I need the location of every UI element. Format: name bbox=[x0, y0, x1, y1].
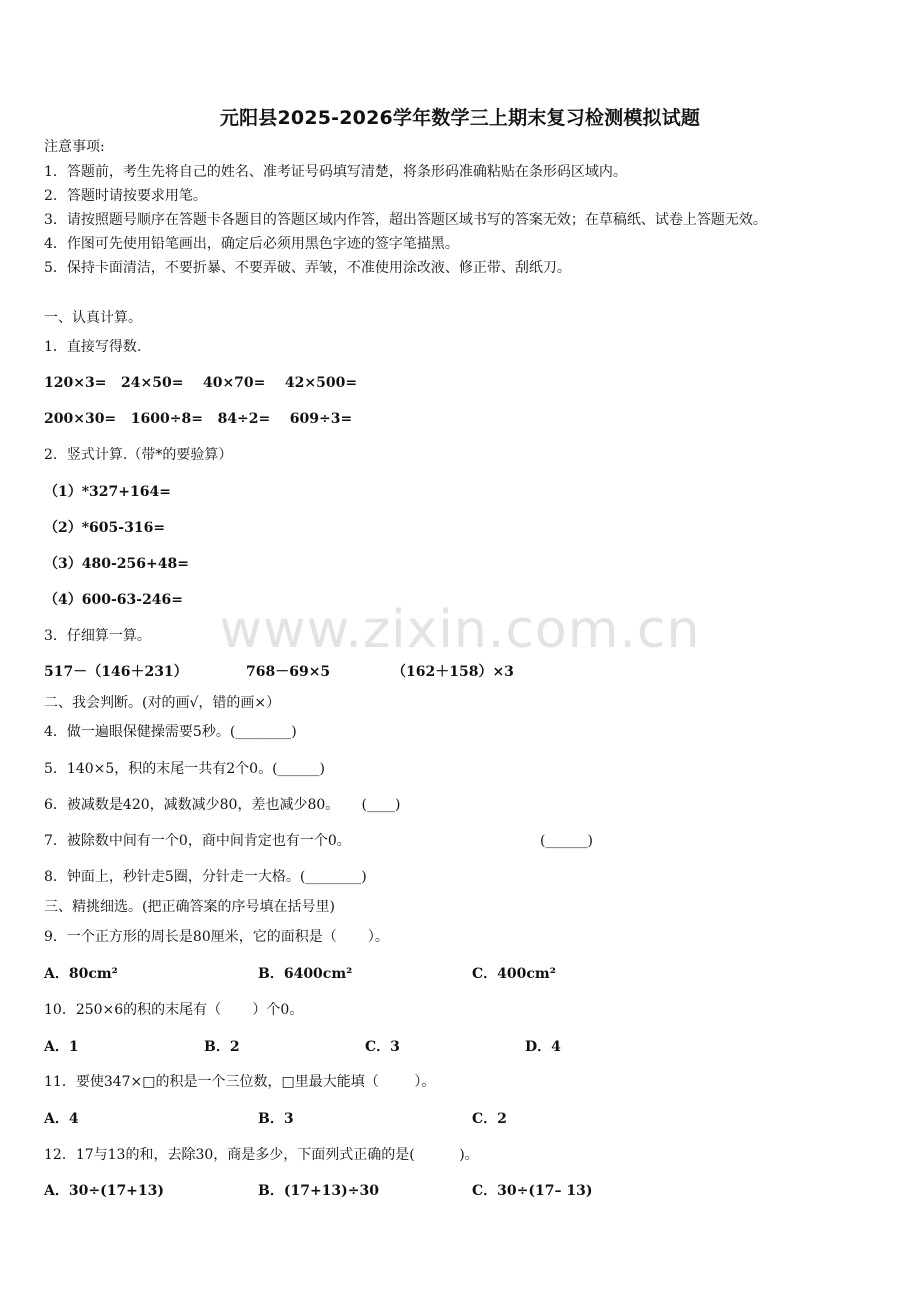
notice-item-1: 1．答题前，考生先将自己的姓名、准考证号码填写清楚，将条形码准确粘贴在条形码区域内。 bbox=[44, 164, 627, 180]
watermark: www.zixin.com.cn bbox=[219, 600, 701, 660]
question-2-item-1: （1）*327+164= bbox=[44, 484, 171, 500]
question-10-option-d: D．4 bbox=[525, 1039, 561, 1055]
section-2-heading: 二、我会判断。(对的画√，错的画×） bbox=[44, 695, 281, 711]
question-3-expr-2: 768－69×5 bbox=[246, 664, 331, 680]
question-3-expr-3: （162＋158）×3 bbox=[392, 664, 514, 680]
question-9-option-b: B．6400cm² bbox=[258, 966, 353, 982]
question-10-option-a: A．1 bbox=[44, 1039, 79, 1055]
question-12-option-b: B．(17+13)÷30 bbox=[258, 1183, 379, 1199]
question-3-expr-1: 517－（146＋231） bbox=[44, 664, 188, 680]
question-11: 11．要使347×□的积是一个三位数，□里最大能填（ ）。 bbox=[44, 1074, 436, 1090]
question-12-option-c: C．30÷(17– 13) bbox=[472, 1183, 593, 1199]
question-7: 7．被除数中间有一个0，商中间肯定也有一个0。 bbox=[44, 833, 351, 849]
section-1-heading: 一、认真计算。 bbox=[44, 310, 142, 326]
question-10: 10．250×6的积的末尾有（ ）个0。 bbox=[44, 1002, 304, 1018]
question-2: 2．竖式计算.（带*的要验算） bbox=[44, 447, 233, 463]
question-11-option-b: B．3 bbox=[258, 1111, 294, 1127]
notice-item-2: 2．答题时请按要求用笔。 bbox=[44, 188, 207, 204]
question-12-option-a: A．30÷(17+13) bbox=[44, 1183, 165, 1199]
question-11-option-c: C．2 bbox=[472, 1111, 507, 1127]
question-11-option-a: A．4 bbox=[44, 1111, 79, 1127]
question-1-row-2: 200×30= 1600÷8= 84÷2= 609÷3= bbox=[44, 411, 353, 427]
question-1-row-1: 120×3= 24×50= 40×70= 42×500= bbox=[44, 375, 358, 391]
question-2-item-3: （3）480-256+48= bbox=[44, 556, 189, 572]
question-5: 5．140×5，积的末尾一共有2个0。(______) bbox=[44, 761, 326, 777]
question-10-option-c: C．3 bbox=[365, 1039, 400, 1055]
question-9-option-c: C．400cm² bbox=[472, 966, 556, 982]
question-2-item-4: （4）600-63-246= bbox=[44, 592, 184, 608]
question-7-blank: (______) bbox=[540, 833, 593, 849]
notice-item-5: 5．保持卡面清洁，不要折暴、不要弄破、弄皱，不准使用涂改液、修正带、刮纸刀。 bbox=[44, 260, 571, 276]
question-10-option-b: B．2 bbox=[204, 1039, 240, 1055]
question-3: 3．仔细算一算。 bbox=[44, 628, 151, 644]
notice-item-3: 3．请按照题号顺序在答题卡各题目的答题区域内作答，超出答题区域书写的答案无效；在草稿纸、试卷上答题无效。 bbox=[44, 212, 767, 228]
question-1: 1．直接写得数. bbox=[44, 339, 142, 355]
notice-item-4: 4．作图可先使用铅笔画出，确定后必须用黑色字迹的签字笔描黑。 bbox=[44, 236, 459, 252]
question-6: 6．被减数是420，减数减少80，差也减少80。 (____) bbox=[44, 797, 401, 813]
question-12: 12．17与13的和，去除30，商是多少，下面列式正确的是( )。 bbox=[44, 1147, 479, 1163]
question-9: 9．一个正方形的周长是80厘米，它的面积是（ ）。 bbox=[44, 929, 389, 945]
question-4: 4．做一遍眼保健操需要5秒。(________) bbox=[44, 724, 297, 740]
question-8: 8．钟面上，秒针走5圈，分针走一大格。(________) bbox=[44, 869, 367, 885]
section-3-heading: 三、精挑细选。(把正确答案的序号填在括号里) bbox=[44, 899, 335, 915]
question-2-item-2: （2）*605-316= bbox=[44, 520, 166, 536]
notice-heading: 注意事项: bbox=[44, 139, 105, 155]
question-9-option-a: A．80cm² bbox=[44, 966, 118, 982]
page-title: 元阳县2025-2026学年数学三上期末复习检测模拟试题 bbox=[219, 107, 701, 129]
